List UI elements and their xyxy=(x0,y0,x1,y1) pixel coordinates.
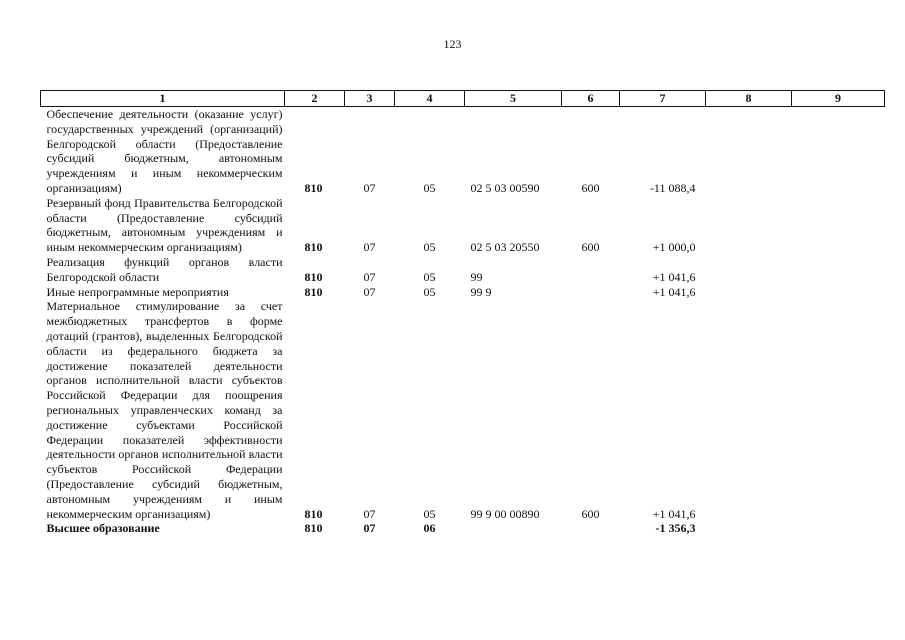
row-col8 xyxy=(706,299,792,521)
row-subsection: 06 xyxy=(423,521,436,536)
row-admin-code: 810 xyxy=(304,240,323,255)
row-admin-code: 810 xyxy=(304,269,323,284)
row-section: 07 xyxy=(363,506,376,521)
row-expense-type: 600 xyxy=(581,240,600,255)
table-row xyxy=(41,255,885,285)
row-amount: -11 088,4 xyxy=(649,180,696,195)
row-name: Обеспечение деятельности (оказание услуг) государственных учреждений (организаций) Белгородской области (Предоставление субсидий бюджетным, автономным учреждениям и иным некоммерческим организациям) xyxy=(46,107,283,195)
header-cell-7: 7 xyxy=(620,91,706,107)
page-number: 123 xyxy=(443,37,462,51)
row-section: 07 xyxy=(363,284,376,299)
row-col9 xyxy=(792,255,885,285)
header-cell-4: 4 xyxy=(395,91,465,107)
row-admin-code: 810 xyxy=(304,180,323,195)
table-row xyxy=(41,196,885,255)
row-col8 xyxy=(706,107,792,196)
row-admin-code: 810 xyxy=(304,506,323,521)
row-name: Высшее образование xyxy=(46,521,160,536)
row-amount: +1 041,6 xyxy=(652,284,696,299)
row-section: 07 xyxy=(363,180,376,195)
row-col9 xyxy=(792,521,885,536)
row-expense-type xyxy=(562,285,620,300)
table-row xyxy=(41,299,885,521)
row-amount: +1 041,6 xyxy=(652,269,696,284)
row-col9 xyxy=(792,107,885,196)
row-subsection: 05 xyxy=(423,240,436,255)
row-admin-code: 810 xyxy=(304,284,323,299)
row-amount: +1 041,6 xyxy=(652,506,696,521)
header-cell-3: 3 xyxy=(345,91,395,107)
row-expense-type: 600 xyxy=(581,180,600,195)
row-target-code xyxy=(465,521,562,536)
budget-table xyxy=(40,90,885,536)
row-expense-type xyxy=(562,521,620,536)
row-col8 xyxy=(706,196,792,255)
row-section: 07 xyxy=(363,521,376,536)
row-section: 07 xyxy=(363,240,376,255)
row-expense-type xyxy=(562,255,620,285)
row-target-code: 02 5 03 20550 xyxy=(470,240,540,255)
table-header-row xyxy=(41,91,885,107)
row-subsection: 05 xyxy=(423,269,436,284)
table-row xyxy=(41,107,885,196)
table-row xyxy=(41,285,885,300)
header-cell-8: 8 xyxy=(706,91,792,107)
row-name: Реализация функций органов власти Белгородской области xyxy=(46,254,283,284)
row-subsection: 05 xyxy=(423,506,436,521)
row-name: Материальное стимулирование за счет межбюджетных трансфертов в форме дотаций (грантов), выделенных Белгородской области из федерального бюджета за достижение показателей деятельности органов исполнительной власти субъектов Российской Федерации для поощрения региональных управленческих команд за достижение субъектами Российской Федерации показателей эффективности деятельности органов исполнительной власти субъектов Российской Федерации (Предоставление субсидий бюджетным, автономным учреждениям и иным некоммерческим организациям) xyxy=(46,299,283,521)
row-target-code: 99 9 00 00890 xyxy=(470,506,540,521)
header-cell-2: 2 xyxy=(285,91,345,107)
row-col8 xyxy=(706,255,792,285)
row-name: Иные непрограммные мероприятия xyxy=(46,284,229,299)
row-target-code: 02 5 03 00590 xyxy=(470,180,540,195)
row-target-code: 99 xyxy=(470,269,483,284)
row-col9 xyxy=(792,196,885,255)
table-row xyxy=(41,521,885,536)
header-cell-5: 5 xyxy=(465,91,562,107)
row-amount: +1 000,0 xyxy=(652,240,696,255)
header-cell-1: 1 xyxy=(41,91,285,107)
row-target-code: 99 9 xyxy=(470,284,492,299)
row-subsection: 05 xyxy=(423,284,436,299)
row-col9 xyxy=(792,285,885,300)
row-col9 xyxy=(792,299,885,521)
header-cell-6: 6 xyxy=(562,91,620,107)
row-subsection: 05 xyxy=(423,180,436,195)
row-admin-code: 810 xyxy=(304,521,323,536)
row-col8 xyxy=(706,285,792,300)
row-amount: -1 356,3 xyxy=(655,521,696,536)
row-expense-type: 600 xyxy=(581,506,600,521)
row-name: Резервный фонд Правительства Белгородской области (Предоставление субсидий бюджетным, автономным учреждениям и иным некоммерческим организациям) xyxy=(46,195,283,255)
row-col8 xyxy=(706,521,792,536)
row-section: 07 xyxy=(363,269,376,284)
header-cell-9: 9 xyxy=(792,91,885,107)
